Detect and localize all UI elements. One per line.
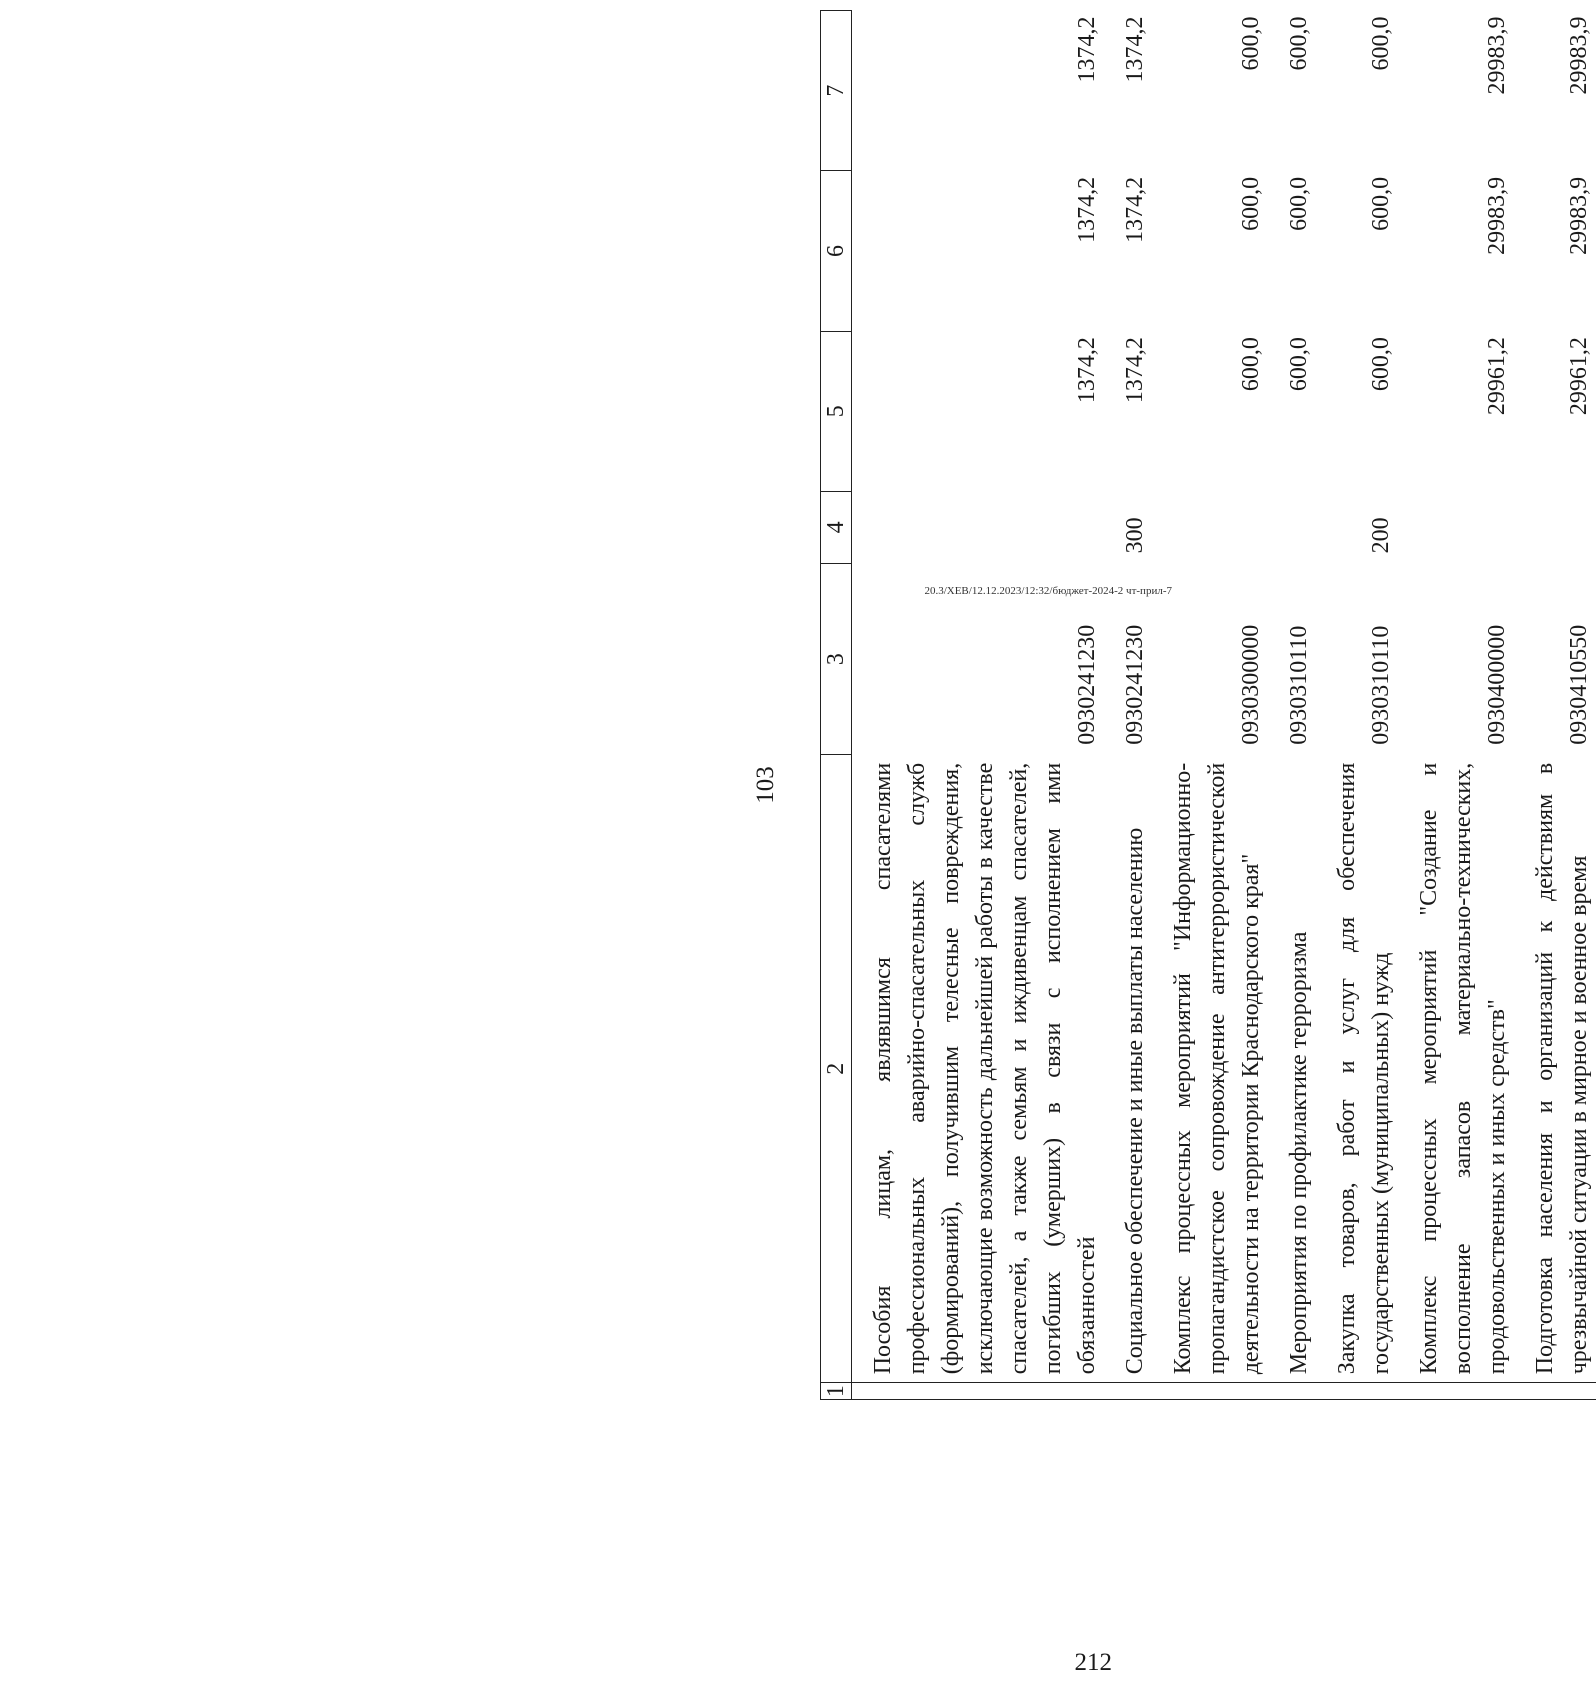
table-row [852,11,1105,1400]
cell-expense-type: 200 [1368,517,1394,554]
cell-amount-col5: 29961,2 [1566,337,1592,416]
cell-target-code: 0930410550 [1566,624,1592,745]
cell-amount-col5: 600,0 [1368,337,1394,392]
cell-name: Комплекс процессных мероприятий "Информационно-пропагандистское сопровождение антитеррористической деятельности на территории Краснодарского края" [1170,762,1264,1375]
cell-target-code: 0930310110 [1286,625,1312,745]
cell-target-code: 0930300000 [1238,624,1264,745]
cell-name: Социальное обеспечение и иные выплаты населению [1122,827,1148,1375]
cell-number [852,1383,1105,1400]
cell-number [1152,1383,1268,1400]
cell-amount-col7: 600,0 [1286,16,1312,71]
cell-expense-type [1398,491,1514,563]
footer-code: 20.3/XEB/12.12.2023/12:32/бюджет-2024-2 чт-прил-7 [924,585,1172,597]
table-row [1104,11,1152,1400]
cell-amount-col5: 1374,2 [1122,337,1148,404]
cell-target-code: 0930400000 [1484,624,1510,745]
cell-target-code: 0930241230 [1122,624,1148,745]
cell-amount-col7: 1374,2 [1122,16,1148,83]
cell-amount-col6: 600,0 [1238,176,1264,231]
cell-target-code: 0930241230 [1074,624,1100,745]
cell-amount-col5: 600,0 [1286,337,1312,392]
cell-name: Мероприятия по профилактике терроризма [1286,931,1312,1375]
cell-amount-col7: 29983,9 [1484,16,1510,95]
table-body [852,11,1596,1400]
header-col-5: 5 [821,331,852,491]
cell-expense-type [852,491,1105,563]
cell-amount-col7: 600,0 [1238,16,1264,71]
cell-amount-col5: 600,0 [1238,337,1264,392]
cell-amount-col7: 29983,9 [1566,16,1592,95]
table-row [1316,11,1398,1400]
cell-amount-col6: 1374,2 [1122,176,1148,243]
cell-name: Комплекс процессных мероприятий "Создание и восполнение запасов материально-технических, продовольственных и иных средств" [1416,762,1510,1375]
header-col-1: 1 [821,1383,852,1400]
cell-number [1316,1383,1398,1400]
cell-target-code: 0930310110 [1368,625,1394,745]
table-row [1152,11,1268,1400]
cell-expense-type [1514,491,1596,563]
rotated-page [10,0,1592,1580]
cell-amount-col5: 1374,2 [1074,337,1100,404]
cell-amount-col6: 600,0 [1286,176,1312,231]
cell-number [1398,1383,1514,1400]
cell-amount-col6: 29983,9 [1566,176,1592,255]
budget-table [820,10,1596,1400]
cell-expense-type: 300 [1122,517,1148,554]
cell-amount-col7: 1374,2 [1074,16,1100,83]
cell-amount-col7: 600,0 [1368,16,1394,71]
table-header-row [821,11,852,1400]
table-row [1268,11,1316,1400]
sheet-number: 212 [1074,1649,1112,1676]
cell-amount-col6: 1374,2 [1074,176,1100,243]
header-col-6: 6 [821,171,852,331]
cell-number [1104,1383,1152,1400]
cell-amount-col6: 29983,9 [1484,176,1510,255]
cell-expense-type [1152,491,1268,563]
cell-name: Подготовка населения и организаций к действиям в чрезвычайной ситуации в мирное и военное время [1532,762,1592,1375]
header-col-3: 3 [821,563,852,754]
header-col-4: 4 [821,491,852,563]
header-col-2: 2 [821,755,852,1383]
page-number: 103 [752,766,779,804]
cell-number [1514,1383,1596,1400]
table-row [1514,11,1596,1400]
cell-name: Пособия лицам, являвшимся спасателями профессиональных аварийно-спасательных служб (формирований), получившим телесные повреждения, исключающие возможность дальнейшей работы в качестве спасателей, а также семьям и иждивенцам спасателей, погибших (умерших) в связи с исполнением ими обязанностей [870,762,1100,1375]
cell-amount-col6: 600,0 [1368,176,1394,231]
table-row [1398,11,1514,1400]
header-col-7: 7 [821,11,852,171]
cell-name: Закупка товаров, работ и услуг для обеспечения государственных (муниципальных) нужд [1334,762,1394,1375]
cell-amount-col5: 29961,2 [1484,337,1510,416]
cell-number [1268,1383,1316,1400]
cell-expense-type [1268,491,1316,563]
